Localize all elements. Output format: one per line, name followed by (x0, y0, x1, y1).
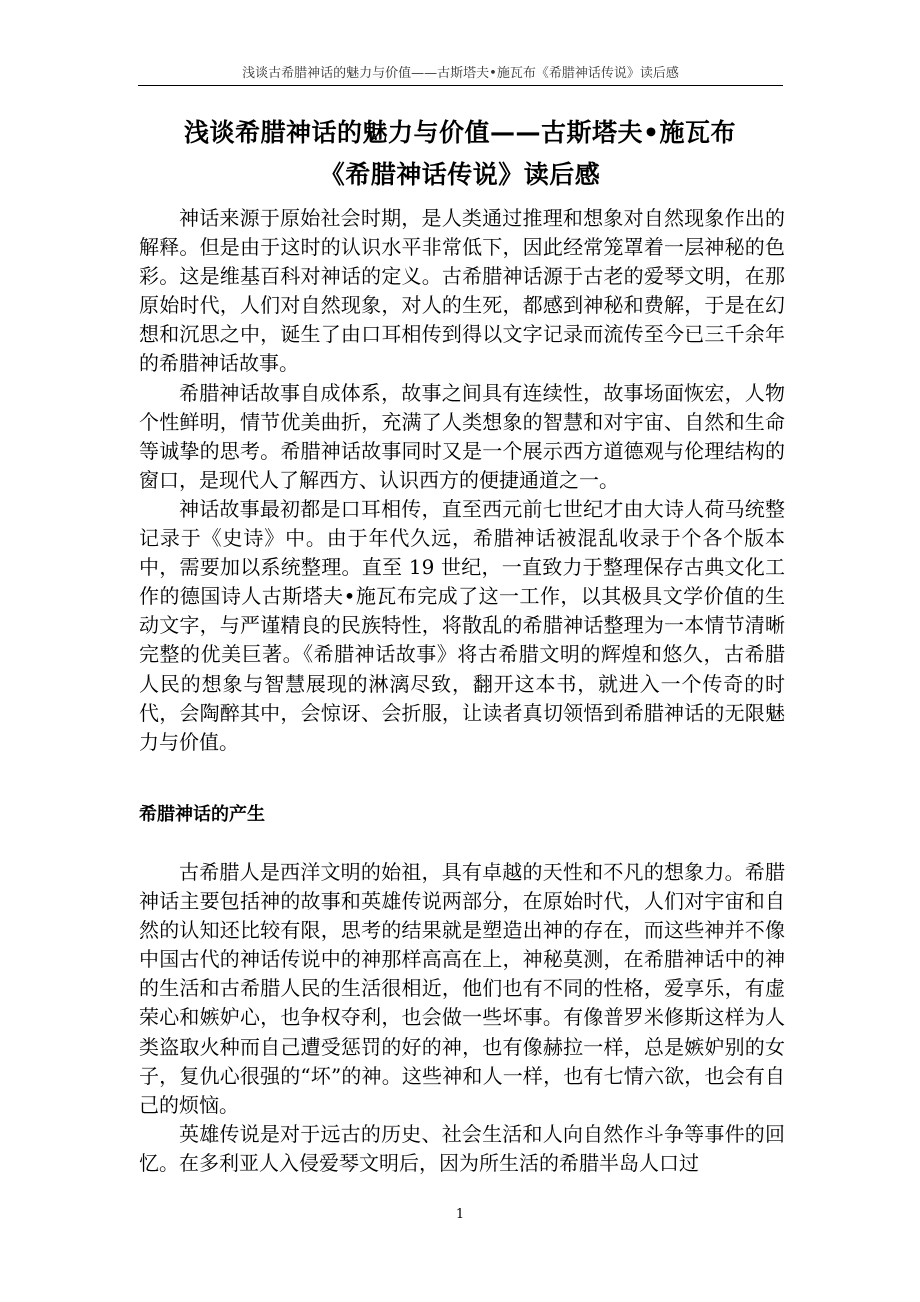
section-paragraph-1: 古希腊人是西洋文明的始祖，具有卓越的天性和不凡的想象力。希腊神话主要包括神的故事和英雄传说两部分，在原始时代，人们对宇宙和自然的认知还比较有限，思考的结果就是塑造出神的存在，而这些神并不像中国古代的神话传说中的神那样高高在上，神秘莫测，在希腊神话中的神的生活和古希腊人民的生活很相近，他们也有不同的性格，爱享乐，有虚荣心和嫉妒心，也争权夺利，也会做一些坏事。有像普罗米修斯这样为人类盗取火种而自己遭受惩罚的好的神，也有像赫拉一样，总是嫉妒别的女子，复仇心很强的“坏”的神。这些神和人一样，也有七情六欲，也会有自己的烦恼。 (139, 860, 785, 1117)
intro-paragraph-1: 神话来源于原始社会时期，是人类通过推理和想象对自然现象作出的解释。但是由于这时的认识水平非常低下，因此经常笼罩着一层神秘的色彩。这是维基百科对神话的定义。古希腊神话源于古老的爱琴文明，在那原始时代，人们对自然现象，对人的生死，都感到神秘和费解，于是在幻想和沉思之中，诞生了由口耳相传到得以文字记录而流传至今已三千余年的希腊神话故事。 (139, 206, 785, 376)
title-line-1: 浅谈希腊神话的魅力与价值——古斯塔夫•施瓦布 (184, 118, 736, 147)
document-title (120, 112, 800, 196)
section-paragraph-2: 英雄传说是对于远古的历史、社会生活和人向自然作斗争等事件的回忆。在多利亚人入侵爱琴文明后，因为所生活的希腊半岛人口过 (139, 1121, 785, 1175)
section-body (139, 858, 785, 1178)
page-number: 1 (455, 1207, 465, 1222)
intro-section (139, 204, 785, 757)
intro-paragraph-3: 神话故事最初都是口耳相传，直至西元前七世纪才由大诗人荷马统整记录于《史诗》中。由于年代久远，希腊神话被混乱收录于个各个版本中，需要加以系统整理。直至 19 世纪，一直致力于整理保存古典文化工作的德国诗人古斯塔夫•施瓦布完成了这一工作，以其极具文学价值的生动文字，与严谨精良的民族特性，将散乱的希腊神话整理为一本情节清晰完整的优美巨著。《希腊神话故事》将古希腊文明的辉煌和悠久，古希腊人民的想象与智慧展现的淋漓尽致，翻开这本书，就进入一个传奇的时代，会陶醉其中，会惊讶、会折服，让读者真切领悟到希腊神话的无限魅力与价值。 (139, 496, 785, 754)
running-header: 浅谈古希腊神话的魅力与价值——古斯塔夫•施瓦布《希腊神话传说》读后感 (242, 66, 679, 81)
title-line-2: 《希腊神话传说》读后感 (319, 160, 601, 189)
intro-paragraph-2: 希腊神话故事自成体系，故事之间具有连续性，故事场面恢宏，人物个性鲜明，情节优美曲折，充满了人类想象的智慧和对宇宙、自然和生命等诚挚的思考。希腊神话故事同时又是一个展示西方道德观与伦理结构的窗口，是现代人了解西方、认识西方的便捷通道之一。 (139, 380, 785, 492)
section-heading: 希腊神话的产生 (139, 804, 265, 825)
header-divider (138, 85, 783, 86)
